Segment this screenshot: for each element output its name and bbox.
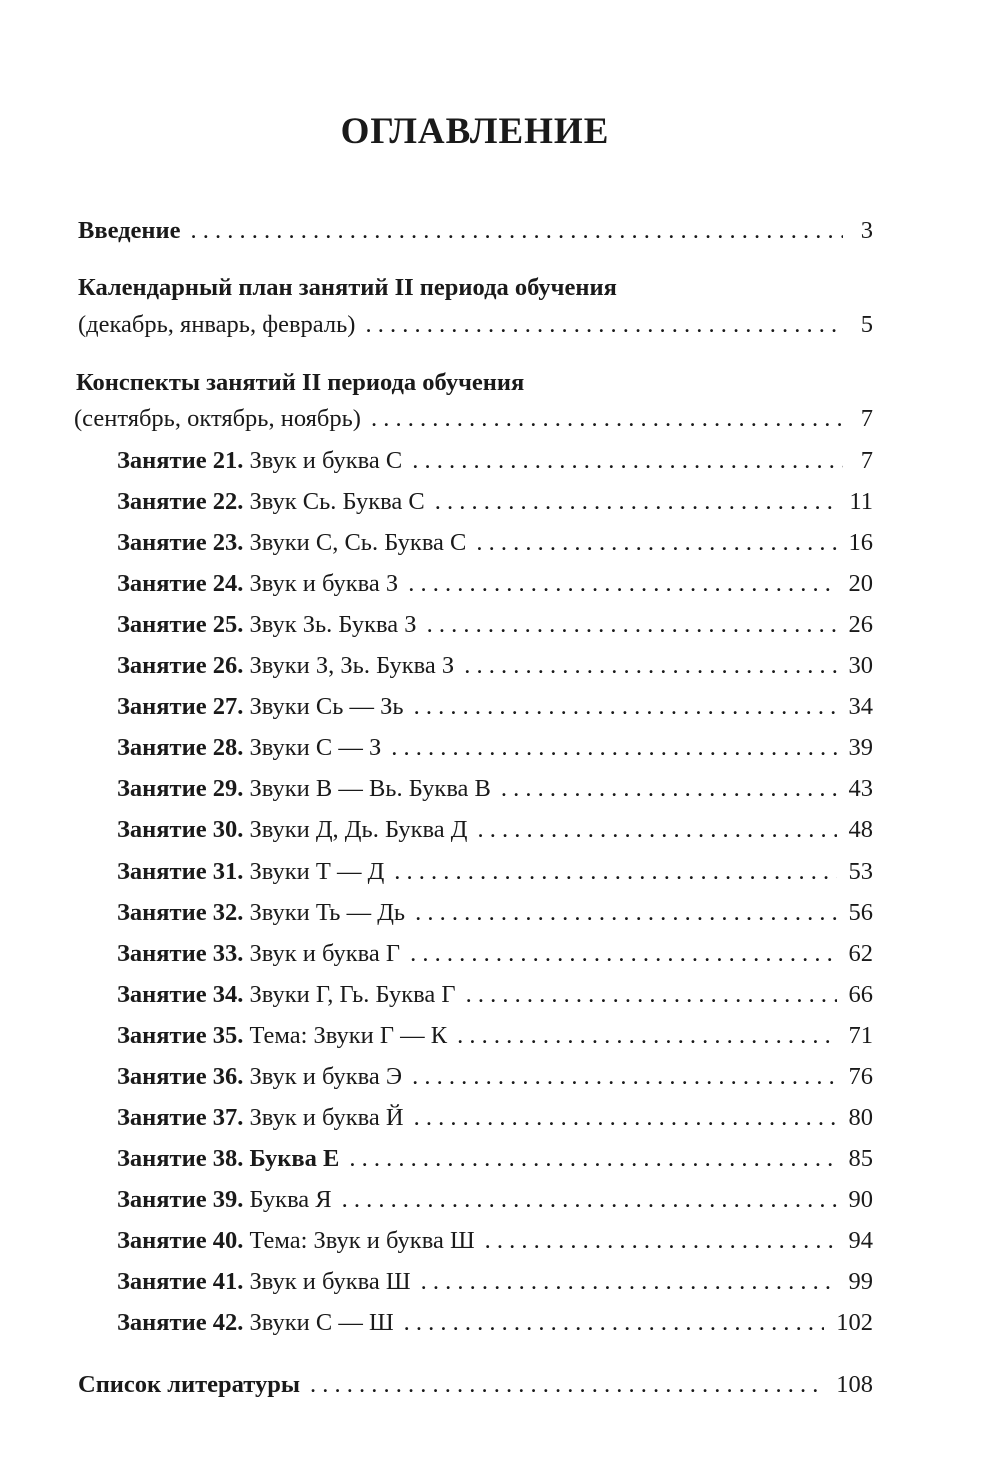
lesson-topic: Звук и буква Й xyxy=(249,1104,404,1131)
dot-leader xyxy=(365,310,843,340)
page-number: 56 xyxy=(848,899,873,926)
page-number: 66 xyxy=(848,981,873,1008)
lesson-topic: Звуки З, Зь. Буква З xyxy=(249,652,455,679)
page-number: 94 xyxy=(848,1227,873,1254)
lesson-number: Занятие 37. xyxy=(117,1104,244,1131)
page-number: 7 xyxy=(860,405,873,432)
lesson-topic: Звуки Г, Гь. Буква Г xyxy=(249,981,456,1008)
lesson-number: Занятие 33. xyxy=(117,940,244,967)
page-number: 90 xyxy=(848,1186,873,1213)
entry-label: Список литературы xyxy=(78,1371,301,1398)
dot-leader xyxy=(408,569,836,599)
dot-leader xyxy=(371,404,843,434)
dot-leader xyxy=(342,1185,837,1215)
entry-label: Введение xyxy=(78,217,181,244)
lesson-number: Занятие 26. xyxy=(117,652,244,679)
lesson-number: Занятие 23. xyxy=(117,529,244,556)
lesson-number: Занятие 34. xyxy=(117,981,244,1008)
toc-entry-lesson xyxy=(117,1267,873,1297)
lesson-number: Занятие 32. xyxy=(117,899,244,926)
page-number: 43 xyxy=(848,775,873,802)
lesson-topic: Звуки Т — Д xyxy=(249,858,385,885)
dot-leader xyxy=(421,1267,837,1297)
toc-entry-lesson xyxy=(117,980,873,1010)
dot-leader xyxy=(457,1021,836,1051)
dot-leader xyxy=(427,610,837,640)
toc-entry-notes xyxy=(74,404,873,434)
lesson-topic: Буква Е xyxy=(249,1145,340,1172)
toc-entry-lesson xyxy=(117,569,873,599)
lesson-topic: Звук и буква З xyxy=(249,570,399,597)
lesson-topic: Звуки С — Ш xyxy=(249,1309,394,1336)
toc-entry-lesson xyxy=(117,651,873,681)
lesson-number: Занятие 22. xyxy=(117,488,244,515)
page-number: 7 xyxy=(860,447,873,474)
lesson-number: Занятие 24. xyxy=(117,570,244,597)
lesson-number: Занятие 27. xyxy=(117,693,244,720)
dot-leader xyxy=(415,898,836,928)
dot-leader xyxy=(310,1370,824,1400)
toc-entry-lesson xyxy=(117,1062,873,1092)
lesson-number: Занятие 35. xyxy=(117,1022,244,1049)
toc-entry-lesson xyxy=(117,610,873,640)
page-number: 48 xyxy=(848,816,873,843)
page-number: 80 xyxy=(848,1104,873,1131)
lesson-topic: Звуки Д, Дь. Буква Д xyxy=(249,816,468,843)
page-number: 5 xyxy=(860,311,873,338)
toc-entry-intro xyxy=(78,216,873,246)
lesson-topic: Звук Зь. Буква З xyxy=(249,611,417,638)
page-number: 39 xyxy=(848,734,873,761)
toc-entry-lesson xyxy=(117,446,873,476)
dot-leader xyxy=(412,446,843,476)
lesson-number: Занятие 30. xyxy=(117,816,244,843)
lesson-number: Занятие 31. xyxy=(117,858,244,885)
page-number: 53 xyxy=(848,858,873,885)
lesson-number: Занятие 38. xyxy=(117,1145,244,1172)
toc-entry-lesson xyxy=(117,528,873,558)
lesson-topic: Звук и буква Ш xyxy=(249,1268,411,1295)
lesson-topic: Звуки В — Вь. Буква В xyxy=(249,775,491,802)
toc-entry-lesson xyxy=(117,898,873,928)
dot-leader xyxy=(349,1144,836,1174)
dot-leader xyxy=(412,1062,836,1092)
lesson-topic: Звук Сь. Буква С xyxy=(249,488,425,515)
toc-entry-lesson xyxy=(117,1185,873,1215)
lesson-number: Занятие 21. xyxy=(117,447,244,474)
page-number: 71 xyxy=(848,1022,873,1049)
dot-leader xyxy=(414,1103,837,1133)
toc-entry-lesson xyxy=(117,1144,873,1174)
lesson-topic: Звуки С — З xyxy=(249,734,382,761)
page-title: ОГЛАВЛЕНИЕ xyxy=(340,111,610,152)
lesson-topic: Звуки Ть — Дь xyxy=(249,899,406,926)
toc-entry-lesson xyxy=(117,1308,873,1338)
page-number: 30 xyxy=(848,652,873,679)
page-number: 16 xyxy=(848,529,873,556)
toc-entry-lesson xyxy=(117,815,873,845)
toc-entry-lesson xyxy=(117,733,873,763)
lesson-topic: Тема: Звуки Г — К xyxy=(249,1022,448,1049)
toc-entry-lesson xyxy=(117,487,873,517)
dot-leader xyxy=(501,774,837,804)
lesson-number: Занятие 42. xyxy=(117,1309,244,1336)
page-number: 85 xyxy=(848,1145,873,1172)
lesson-number: Занятие 40. xyxy=(117,1227,244,1254)
toc-entry-literature xyxy=(78,1370,873,1400)
page-number: 108 xyxy=(836,1371,873,1398)
lesson-topic: Буква Я xyxy=(249,1186,332,1213)
dot-leader xyxy=(404,1308,825,1338)
lesson-number: Занятие 28. xyxy=(117,734,244,761)
lesson-number: Занятие 29. xyxy=(117,775,244,802)
toc-entry-lesson xyxy=(117,939,873,969)
lesson-topic: Звуки Сь — Зь xyxy=(249,693,404,720)
toc-entry-lesson xyxy=(117,1103,873,1133)
toc-entry-calendar xyxy=(78,310,873,340)
dot-leader xyxy=(466,980,837,1010)
dot-leader xyxy=(414,692,837,722)
lesson-number: Занятие 25. xyxy=(117,611,244,638)
dot-leader xyxy=(191,216,844,246)
page-number: 34 xyxy=(848,693,873,720)
page-number: 11 xyxy=(849,488,873,515)
lesson-number: Занятие 36. xyxy=(117,1063,244,1090)
entry-label: (декабрь, январь, февраль) xyxy=(78,311,356,338)
lesson-number: Занятие 39. xyxy=(117,1186,244,1213)
page-number: 26 xyxy=(848,611,873,638)
dot-leader xyxy=(435,487,838,517)
dot-leader xyxy=(485,1226,837,1256)
toc-entry-lesson xyxy=(117,774,873,804)
page-number: 76 xyxy=(848,1063,873,1090)
toc-entry-lesson xyxy=(117,692,873,722)
dot-leader xyxy=(394,857,836,887)
dot-leader xyxy=(476,528,836,558)
page-number: 20 xyxy=(848,570,873,597)
dot-leader xyxy=(410,939,836,969)
page-number: 3 xyxy=(860,217,873,244)
lesson-topic: Звуки С, Сь. Буква С xyxy=(249,529,467,556)
lesson-topic: Звук и буква Г xyxy=(249,940,401,967)
lesson-topic: Звук и буква С xyxy=(249,447,403,474)
page-number: 99 xyxy=(848,1268,873,1295)
dot-leader xyxy=(478,815,837,845)
lesson-topic: Звук и буква Э xyxy=(249,1063,403,1090)
notes-heading: Конспекты занятий II периода обучения xyxy=(76,369,525,396)
toc-entry-lesson xyxy=(117,1021,873,1051)
toc-entry-lesson xyxy=(117,857,873,887)
page-number: 102 xyxy=(836,1309,873,1336)
dot-leader xyxy=(464,651,836,681)
lesson-number: Занятие 41. xyxy=(117,1268,244,1295)
calendar-heading: Календарный план занятий II периода обучения xyxy=(78,274,617,301)
page-number: 62 xyxy=(848,940,873,967)
lesson-topic: Тема: Звук и буква Ш xyxy=(249,1227,475,1254)
toc-entry-lesson xyxy=(117,1226,873,1256)
dot-leader xyxy=(391,733,836,763)
entry-label: (сентябрь, октябрь, ноябрь) xyxy=(74,405,361,432)
